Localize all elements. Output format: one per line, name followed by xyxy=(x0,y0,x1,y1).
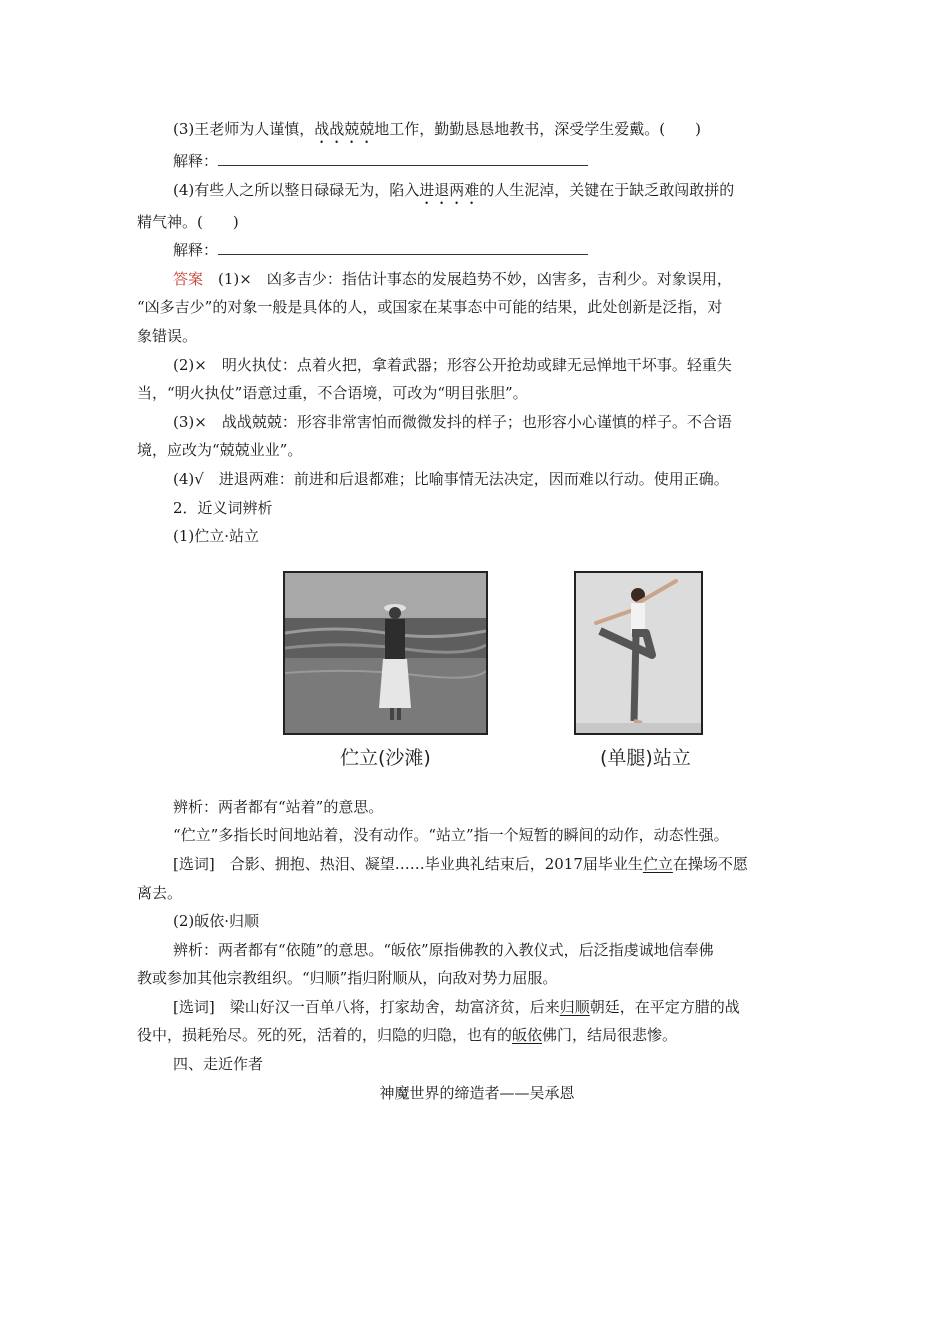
q4-dotted-word: 进退两难 xyxy=(419,180,480,199)
answer-2-line1: (2)× 明火执仗：点着火把，拿着武器；形容公开抢劫或肆无忌惮地干坏事。轻重失 xyxy=(173,355,732,374)
answer-1-line3: 象错误。 xyxy=(137,326,198,345)
q4-text: (4)有些人之所以整日碌碌无为，陷入 xyxy=(173,180,420,199)
comparison-figure xyxy=(137,559,817,789)
answer-3-line1: (3)× 战战兢兢：形容非常害怕而微微发抖的样子；也形容小心谨慎的样子。不合语 xyxy=(173,412,732,431)
caption-left: 伫立(沙滩) xyxy=(340,746,431,769)
author-title: 神魔世界的缔造者——吴承恩 xyxy=(379,1083,575,1102)
xc2-underlined-word-1: 归顺 xyxy=(559,997,590,1016)
answer-2-line2: 当，“明火执仗”语意过重，不合语境，可改为“明目张胆”。 xyxy=(137,384,528,403)
xc1-text: [选词] 合影、拥抱、热泪、凝望……毕业典礼结束后，2017届毕业生 xyxy=(173,854,643,873)
analysis-1-line1: 辨析：两者都有“站着”的意思。 xyxy=(173,797,384,816)
explain-label: 解释： xyxy=(173,241,219,260)
section-2-heading: 2．近义词辨析 xyxy=(173,498,273,517)
word-choice-1-line2: 离去。 xyxy=(137,883,183,902)
xc2-line2-text: 役中，损耗殆尽。死的死，活着的，归隐的归隐，也有的 xyxy=(137,1026,513,1045)
analysis-1-line2: “伫立”多指长时间地站着，没有动作。“站立”指一个短暂的瞬间的动作，动态性强。 xyxy=(173,826,729,845)
q4-text-end: 的人生泥淖，关键在于缺乏敢闯敢拼的 xyxy=(479,180,735,199)
word-choice-2-line2 xyxy=(137,1021,817,1050)
subsection-1-heading: (1)伫立·站立 xyxy=(173,527,260,546)
explain-line-4 xyxy=(137,236,817,265)
question-3 xyxy=(137,115,817,147)
word-choice-2 xyxy=(137,993,817,1022)
analysis-2-line2: 教或参加其他宗教组织。“归顺”指归附顺从，向敌对势力屈服。 xyxy=(137,969,558,988)
answer-1-line2: “凶多吉少”的对象一般是具体的人，或国家在某事态中可能的结果，此处创新是泛指，对 xyxy=(137,298,723,317)
section-4-heading: 四、走近作者 xyxy=(173,1055,264,1074)
yoga-photo xyxy=(574,571,703,735)
answer-label: 答案 xyxy=(173,269,204,288)
answer-blank[interactable] xyxy=(218,240,588,255)
xc2-text: [选词] 梁山好汉一百单八将，打家劫舍，劫富济贫，后来 xyxy=(173,997,560,1016)
q3-text-end: 地工作，勤勤恳恳地教书，深受学生爱戴。( ) xyxy=(374,120,701,138)
explain-line-3 xyxy=(137,147,817,176)
analysis-2-line1: 辨析：两者都有“依随”的意思。“皈依”原指佛教的入教仪式，后泛指虔诚地信奉佛 xyxy=(173,940,714,959)
q3-dotted-word: 战战兢兢 xyxy=(314,120,375,138)
answer-3-line2: 境，应改为“兢兢业业”。 xyxy=(137,441,303,460)
answer-text: (1)× 凶多吉少：指估计事态的发展趋势不妙，凶害多，吉利少。对象误用， xyxy=(203,269,732,288)
caption-right: (单腿)站立 xyxy=(600,746,691,769)
q3-text: (3)王老师为人谨慎， xyxy=(173,120,315,138)
answer-1-line1 xyxy=(137,265,817,294)
document-body xyxy=(137,115,817,1107)
xc1-text-end: 在操场不愿 xyxy=(672,854,748,873)
xc1-underlined-word: 伫立 xyxy=(642,854,673,873)
explain-label: 解释： xyxy=(173,152,219,170)
xc2-underlined-word-2: 皈依 xyxy=(512,1026,543,1045)
question-4 xyxy=(137,176,817,208)
answer-blank[interactable] xyxy=(218,151,588,166)
question-4-line2: 精气神。( ) xyxy=(137,212,239,231)
beach-photo-illustration xyxy=(285,573,486,733)
yoga-photo-illustration xyxy=(576,573,701,733)
answer-4-line1: (4)√ 进退两难：前进和后退都难；比喻事情无法决定，因而难以行动。使用正确。 xyxy=(173,469,729,488)
xc2-text-mid: 朝廷，在平定方腊的战 xyxy=(589,997,740,1016)
subsection-2-heading: (2)皈依·归顺 xyxy=(173,912,260,931)
word-choice-1 xyxy=(137,850,817,879)
xc2-line2-end: 佛门，结局很悲惨。 xyxy=(542,1026,678,1045)
beach-photo xyxy=(283,571,488,735)
